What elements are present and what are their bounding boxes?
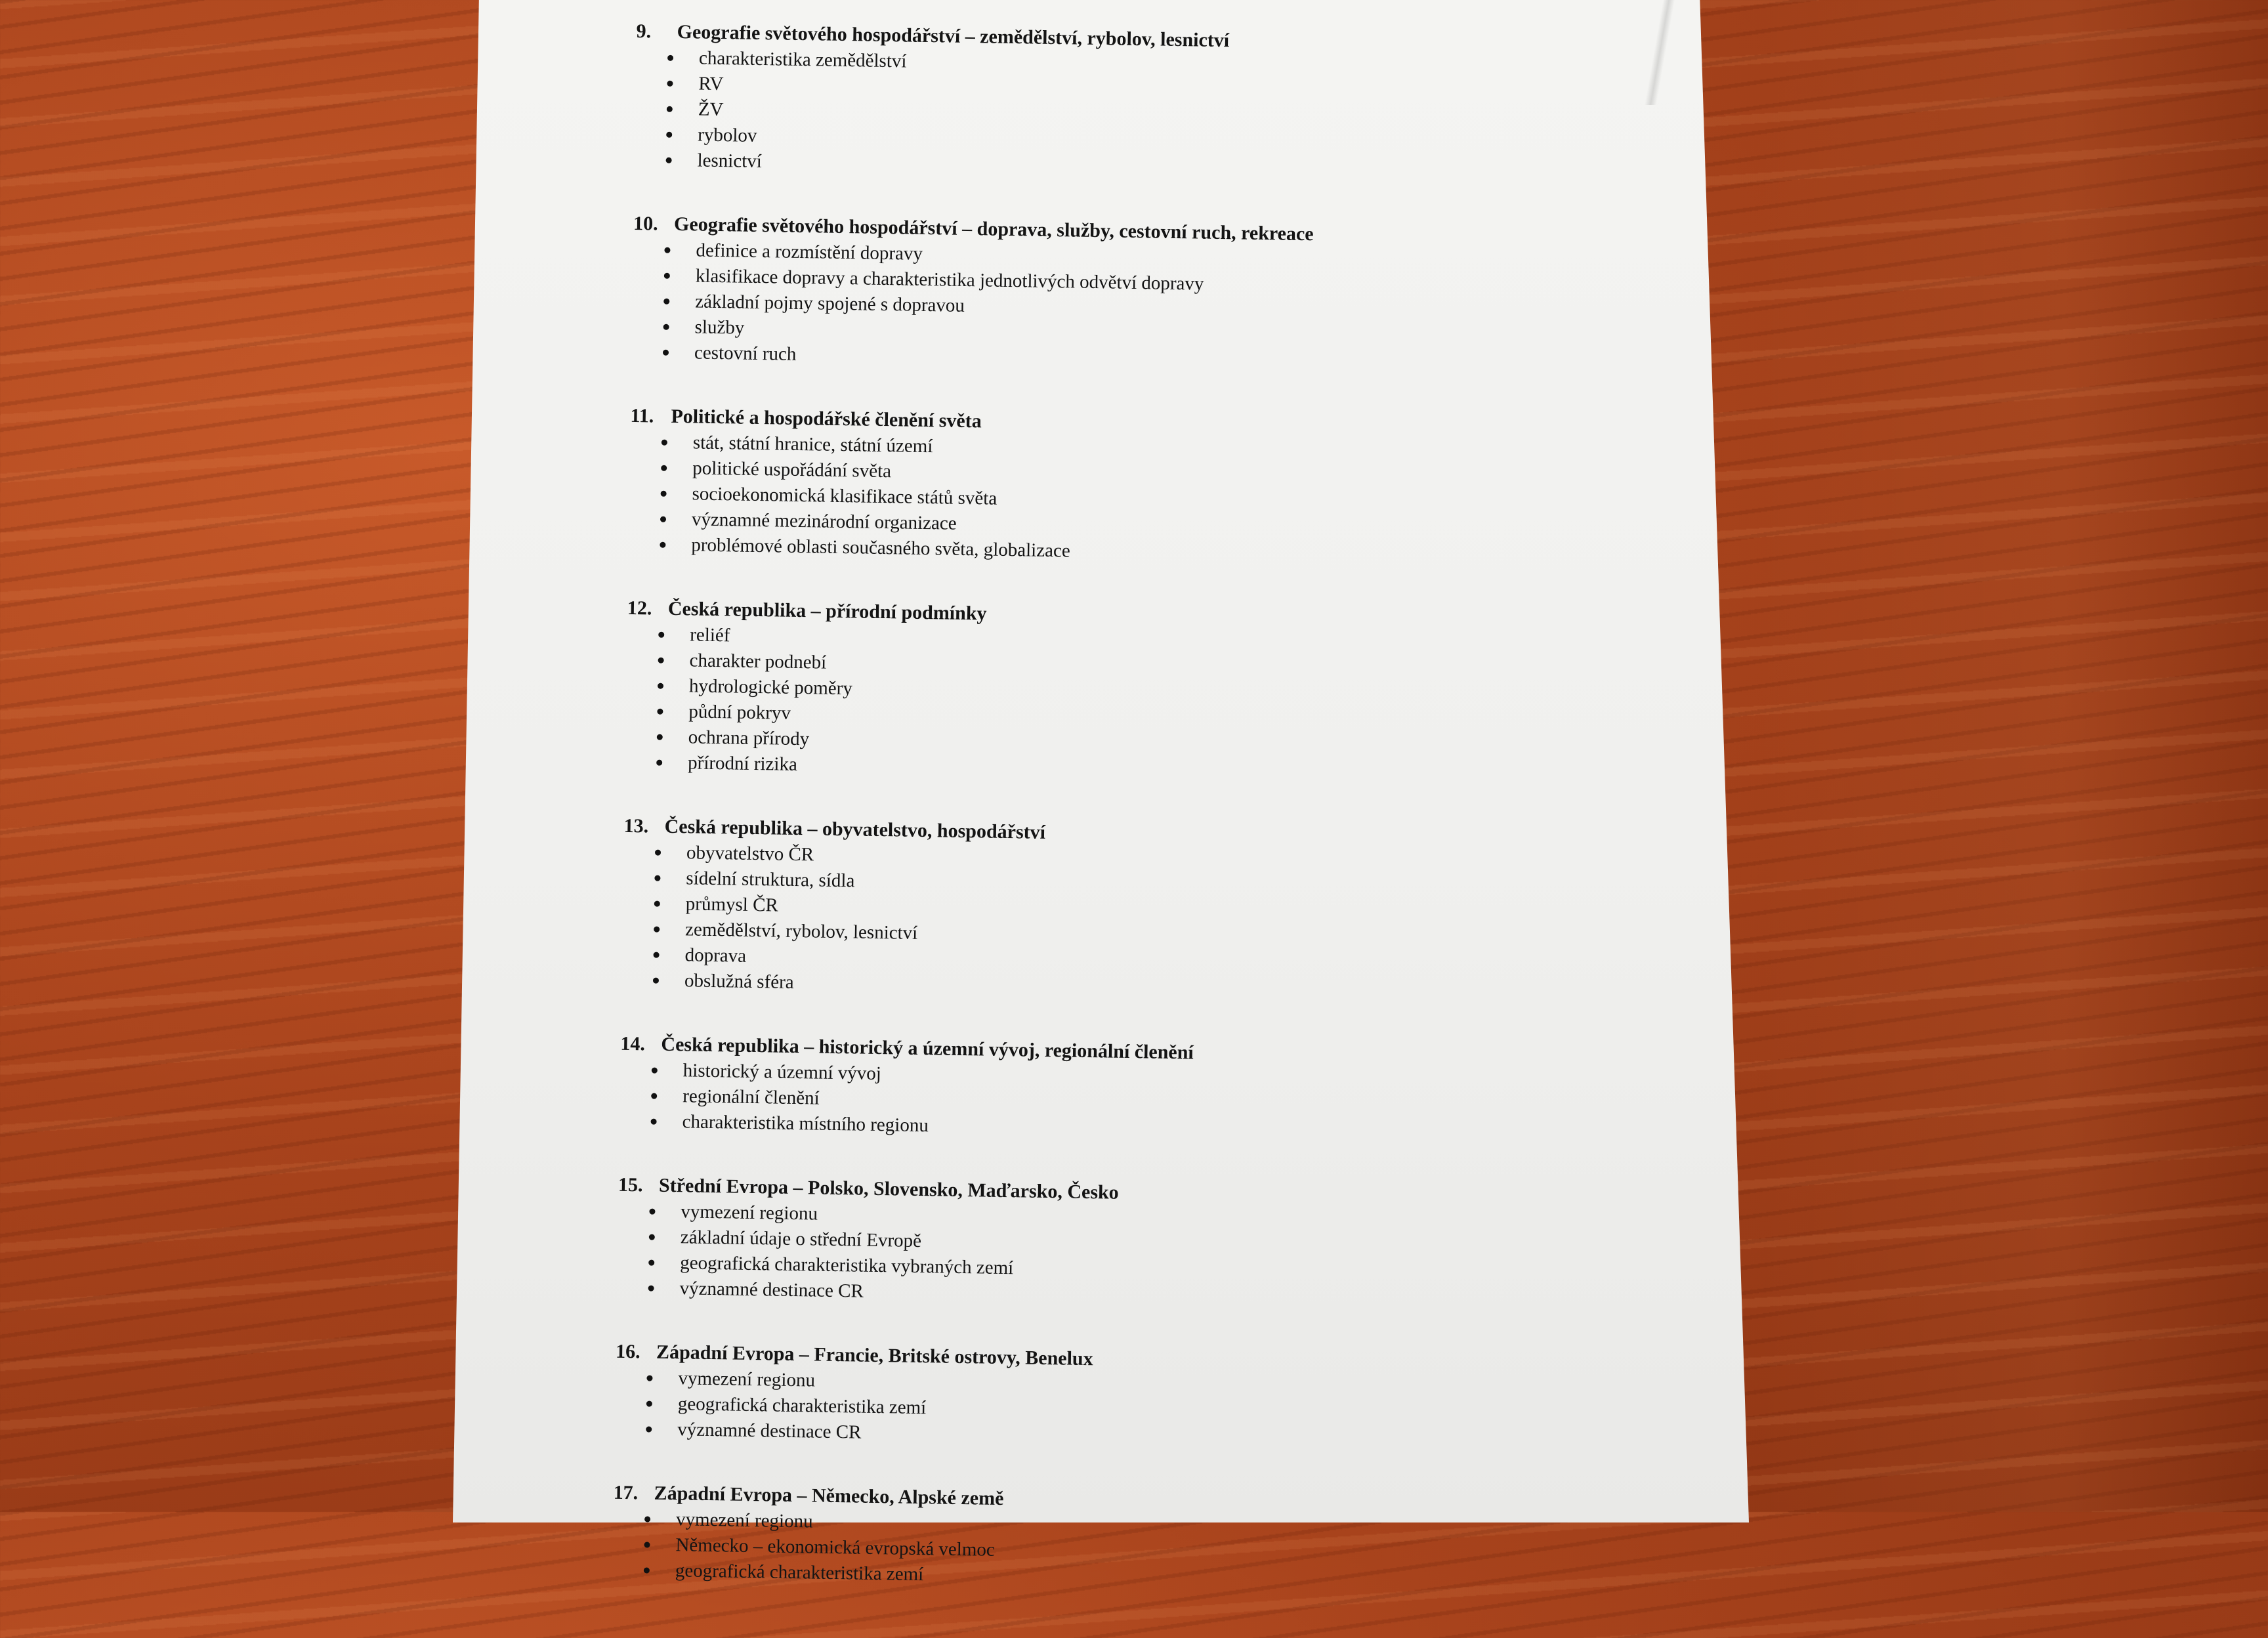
section [628, 403, 1746, 575]
section-title: Česká republika – přírodní podmínky [667, 597, 987, 625]
section-number: 14. [620, 1032, 646, 1055]
list-item: vymezení regionu [678, 1366, 1731, 1408]
list-item: stát, státní hranice, státní území [693, 430, 1746, 472]
list-item: zemědělství, rybolov, lesnictví [685, 917, 1738, 959]
section-number: 10. [633, 212, 658, 235]
bullet-list [628, 429, 1746, 575]
list-item: významné destinace CR [679, 1276, 1732, 1318]
list-item: RV [698, 71, 1751, 113]
section-title: Střední Evropa – Polsko, Slovensko, Maďarsko, Česko [658, 1174, 1119, 1204]
section [616, 1172, 1734, 1318]
list-item: významné destinace CR [677, 1417, 1730, 1459]
list-item: charakteristika zemědělství [699, 46, 1752, 88]
list-item: charakteristika místního regionu [682, 1109, 1734, 1151]
list-item: regionální členění [682, 1083, 1735, 1125]
section-title: Geografie světového hospodářství – doprava, služby, cestovní ruch, rekreace [673, 213, 1314, 245]
list-item: ŽV [698, 96, 1751, 138]
list-item: vymezení regionu [681, 1199, 1733, 1241]
section [631, 211, 1749, 383]
document-content [612, 18, 1752, 1638]
list-item: geografická charakteristika zemí [675, 1558, 1728, 1600]
section [634, 18, 1752, 190]
list-item: významné mezinárodní organizace [692, 507, 1744, 549]
list-item: charakter podnebí [689, 648, 1742, 690]
list-item: problémové oblasti současného světa, globalizace [691, 532, 1744, 574]
list-item: služby [694, 314, 1747, 356]
list-item: hydrologické poměry [689, 673, 1742, 715]
section-title: Česká republika – historický a územní vývoj, regionální členění [661, 1033, 1194, 1064]
bullet-list [625, 621, 1742, 793]
list-item: sídelní struktura, sídla [686, 866, 1738, 908]
list-item: základní pojmy spojené s dopravou [695, 289, 1748, 331]
section-number: 9. [636, 20, 652, 43]
section-title: Politické a hospodářské členění světa [671, 405, 982, 432]
list-item: klasifikace dopravy a charakteristika jednotlivých odvětví dopravy [696, 263, 1748, 305]
list-item: ochrana přírody [688, 724, 1740, 766]
bullet-list [616, 1198, 1733, 1318]
list-item: historický a územní vývoj [683, 1058, 1736, 1100]
bullet-list [631, 237, 1749, 383]
section [619, 1031, 1736, 1152]
list-item: půdní pokryv [688, 699, 1741, 741]
section-number: 11. [630, 404, 654, 427]
list-item: Německo – ekonomická evropská velmoc [675, 1532, 1728, 1574]
section [625, 595, 1743, 793]
section-number: 17. [613, 1481, 639, 1504]
list-item: průmysl ČR [686, 891, 1738, 933]
wooden-table [1756, 0, 2268, 1512]
list-item: reliéf [690, 622, 1742, 664]
section [612, 1480, 1729, 1601]
list-item: geografická charakteristika zemí [678, 1391, 1731, 1433]
section-title: Západní Evropa – Francie, Britské ostrovy, Benelux [656, 1341, 1093, 1370]
section-title: Geografie světového hospodářství – zemědělství, rybolov, lesnictví [677, 20, 1230, 52]
section [621, 813, 1740, 1011]
list-item: přírodní rizika [688, 750, 1740, 792]
list-item: lesnictví [697, 148, 1750, 190]
list-item: doprava [684, 942, 1737, 984]
list-item: politické uspořádání světa [692, 455, 1745, 497]
section-number: 13. [623, 814, 649, 837]
bullet-list [621, 839, 1739, 1011]
list-item: obyvatelstvo ČR [686, 840, 1739, 882]
section-number: 15. [618, 1173, 643, 1196]
list-item: geografická charakteristika vybraných zemí [680, 1250, 1732, 1292]
section-title: Česká republika – obyvatelstvo, hospodářství [664, 815, 1046, 843]
section-number: 16. [615, 1340, 640, 1363]
list-item: obslužná sféra [684, 968, 1737, 1010]
section-title: Západní Evropa – Německo, Alpské země [654, 1482, 1004, 1510]
section-number: 12. [627, 597, 652, 620]
section [614, 1339, 1731, 1460]
list-item: socioekonomická klasifikace států světa [692, 481, 1744, 523]
list-item: rybolov [698, 122, 1750, 164]
list-item: vymezení regionu [676, 1507, 1729, 1549]
list-item: základní údaje o střední Evropě [681, 1225, 1733, 1267]
list-item: definice a rozmístění dopravy [696, 238, 1748, 280]
bullet-list [634, 45, 1752, 190]
list-item: cestovní ruch [694, 340, 1747, 382]
